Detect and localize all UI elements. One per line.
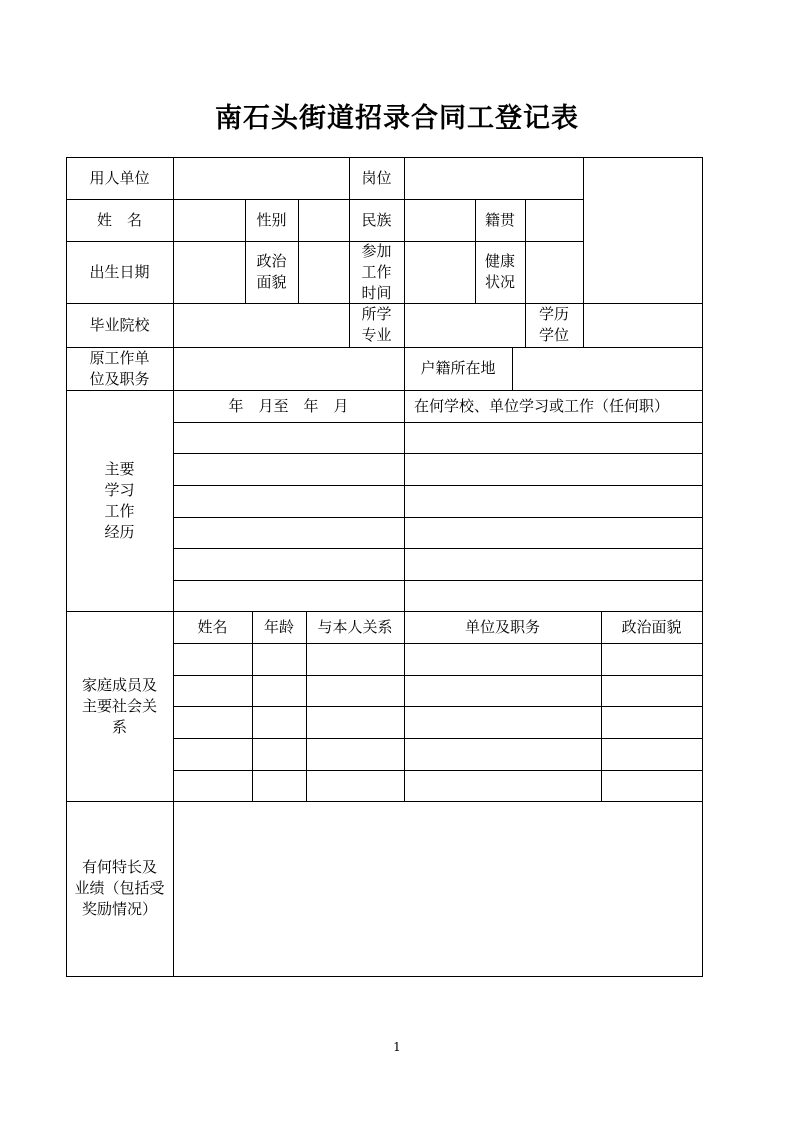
employer-label: 用人单位 bbox=[89, 168, 150, 187]
gender-field[interactable] bbox=[299, 200, 349, 241]
degree-label: 学历 学位 bbox=[538, 305, 569, 344]
hukou-field[interactable] bbox=[513, 348, 702, 390]
work-start-field[interactable] bbox=[405, 242, 475, 303]
family-entries[interactable] bbox=[174, 644, 702, 801]
health-field[interactable] bbox=[526, 242, 583, 303]
family-political-header: 政治面貌 bbox=[621, 617, 682, 636]
page-number: 1 bbox=[393, 1040, 401, 1054]
family-name-header: 姓名 bbox=[197, 617, 228, 636]
employer-field[interactable] bbox=[174, 158, 349, 199]
photo-box[interactable] bbox=[584, 158, 702, 303]
name-label: 姓 名 bbox=[96, 210, 142, 229]
family-label: 家庭成员及 主要社会关 系 bbox=[81, 675, 157, 736]
birth-date-field[interactable] bbox=[174, 242, 245, 303]
page-title: 南石头街道招录合同工登记表 bbox=[215, 103, 579, 134]
family-unit-header: 单位及职务 bbox=[464, 617, 540, 636]
political-status-field[interactable] bbox=[299, 242, 349, 303]
hukou-label: 户籍所在地 bbox=[420, 359, 496, 377]
ethnicity-field[interactable] bbox=[405, 200, 475, 241]
graduated-school-field[interactable] bbox=[174, 304, 349, 347]
specialty-field[interactable] bbox=[174, 802, 702, 976]
experience-period-header: 年 月至 年 月 bbox=[228, 396, 349, 415]
family-relation-header: 与本人关系 bbox=[317, 617, 393, 636]
experience-label: 主要 学习 工作 经历 bbox=[104, 459, 135, 541]
position-label: 岗位 bbox=[361, 168, 392, 187]
work-start-label: 参加 工作 时间 bbox=[361, 241, 392, 302]
degree-field[interactable] bbox=[584, 304, 702, 347]
political-status-label: 政治 面貌 bbox=[256, 252, 287, 291]
native-place-label: 籍贯 bbox=[484, 210, 515, 229]
ethnicity-label: 民族 bbox=[361, 210, 392, 229]
birth-date-label: 出生日期 bbox=[89, 262, 150, 281]
name-field[interactable] bbox=[174, 200, 245, 241]
major-label: 所学 专业 bbox=[361, 305, 392, 344]
native-place-field[interactable] bbox=[526, 200, 583, 241]
former-job-label: 原工作单 位及职务 bbox=[89, 348, 150, 388]
family-age-header: 年龄 bbox=[263, 617, 294, 636]
experience-where-header: 在何学校、单位学习或工作（任何职） bbox=[414, 396, 670, 415]
position-field[interactable] bbox=[405, 158, 583, 199]
graduated-school-label: 毕业院校 bbox=[89, 315, 150, 334]
specialty-label: 有何特长及 业绩（包括受 奖励情况） bbox=[74, 858, 165, 918]
major-field[interactable] bbox=[405, 304, 525, 347]
experience-entries[interactable] bbox=[174, 423, 702, 611]
health-label: 健康 状况 bbox=[484, 252, 515, 291]
former-job-field[interactable] bbox=[174, 348, 404, 390]
gender-label: 性别 bbox=[256, 210, 287, 229]
